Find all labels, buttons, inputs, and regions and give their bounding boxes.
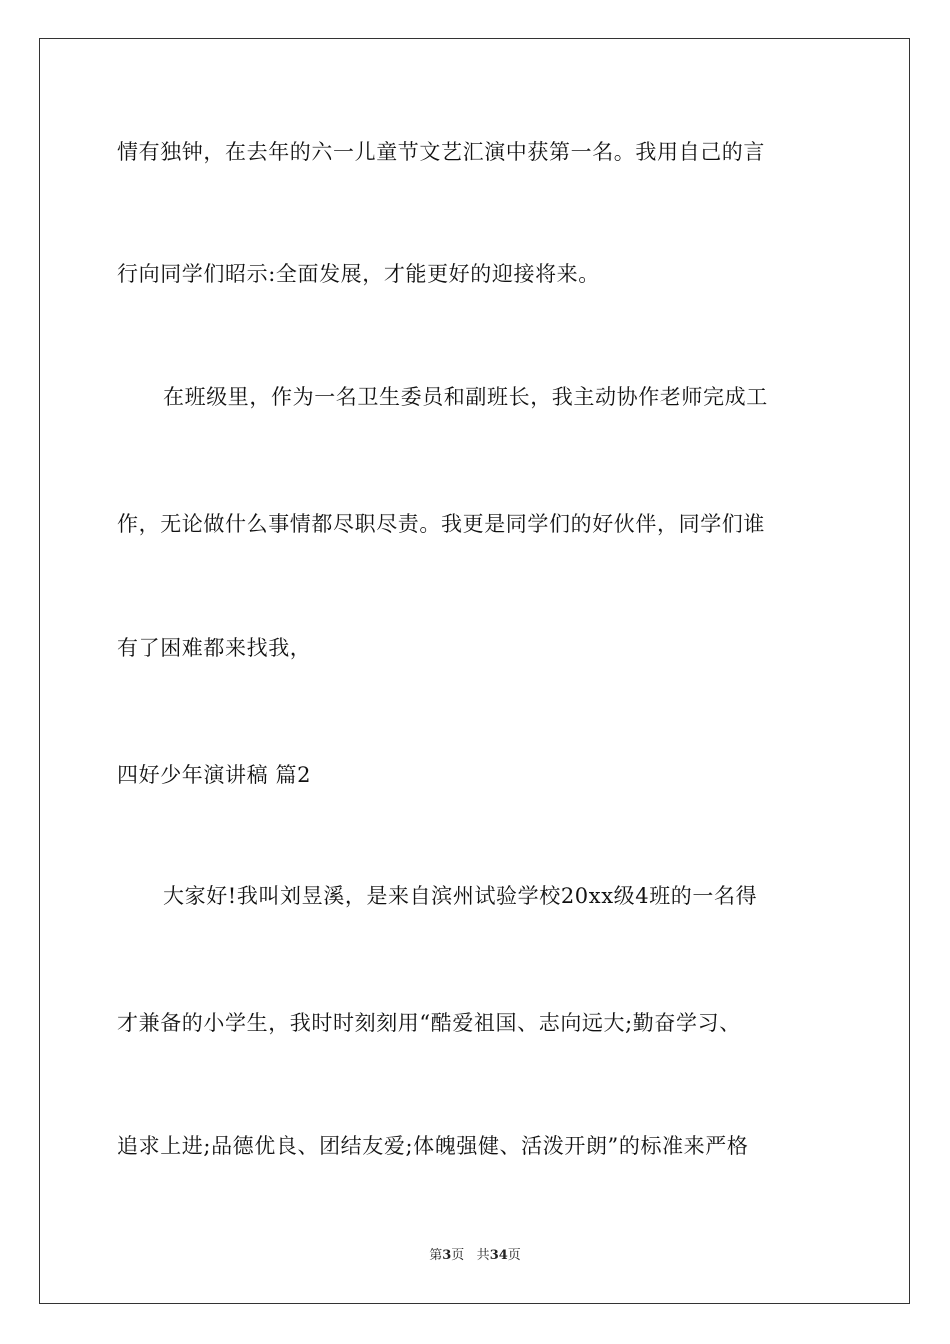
- page-border: [39, 38, 910, 1304]
- page-total-suffix: 页: [507, 1248, 521, 1263]
- page-number-current: 3: [442, 1248, 452, 1263]
- page-total-prefix: 共: [476, 1248, 490, 1263]
- paragraph-line: 追求上进;品德优良、团结友爱;体魄强健、活泼开朗”的标准来严格: [117, 1134, 749, 1158]
- paragraph-line: 大家好!我叫刘昱溪，是来自滨州试验学校20xx级4班的一名得: [163, 884, 758, 908]
- paragraph-line: 在班级里，作为一名卫生委员和副班长，我主动协作老师完成工: [163, 385, 768, 409]
- section-heading: 四好少年演讲稿 篇2: [117, 763, 312, 787]
- paragraph-line: 情有独钟，在去年的六一儿童节文艺汇演中获第一名。我用自己的言: [117, 140, 765, 164]
- paragraph-line: 行向同学们昭示:全面发展，才能更好的迎接将来。: [117, 262, 600, 286]
- paragraph-line: 才兼备的小学生，我时时刻刻用“酷爱祖国、志向远大;勤奋学习、: [117, 1011, 741, 1035]
- page-footer: [0, 1247, 950, 1265]
- paragraph-line: 有了困难都来找我，: [117, 636, 312, 660]
- page-number-suffix: 页: [451, 1248, 465, 1263]
- page-total-count: 34: [489, 1248, 508, 1263]
- page-number-prefix: 第: [429, 1248, 443, 1263]
- paragraph-line: 作，无论做什么事情都尽职尽责。我更是同学们的好伙伴，同学们谁: [117, 512, 765, 536]
